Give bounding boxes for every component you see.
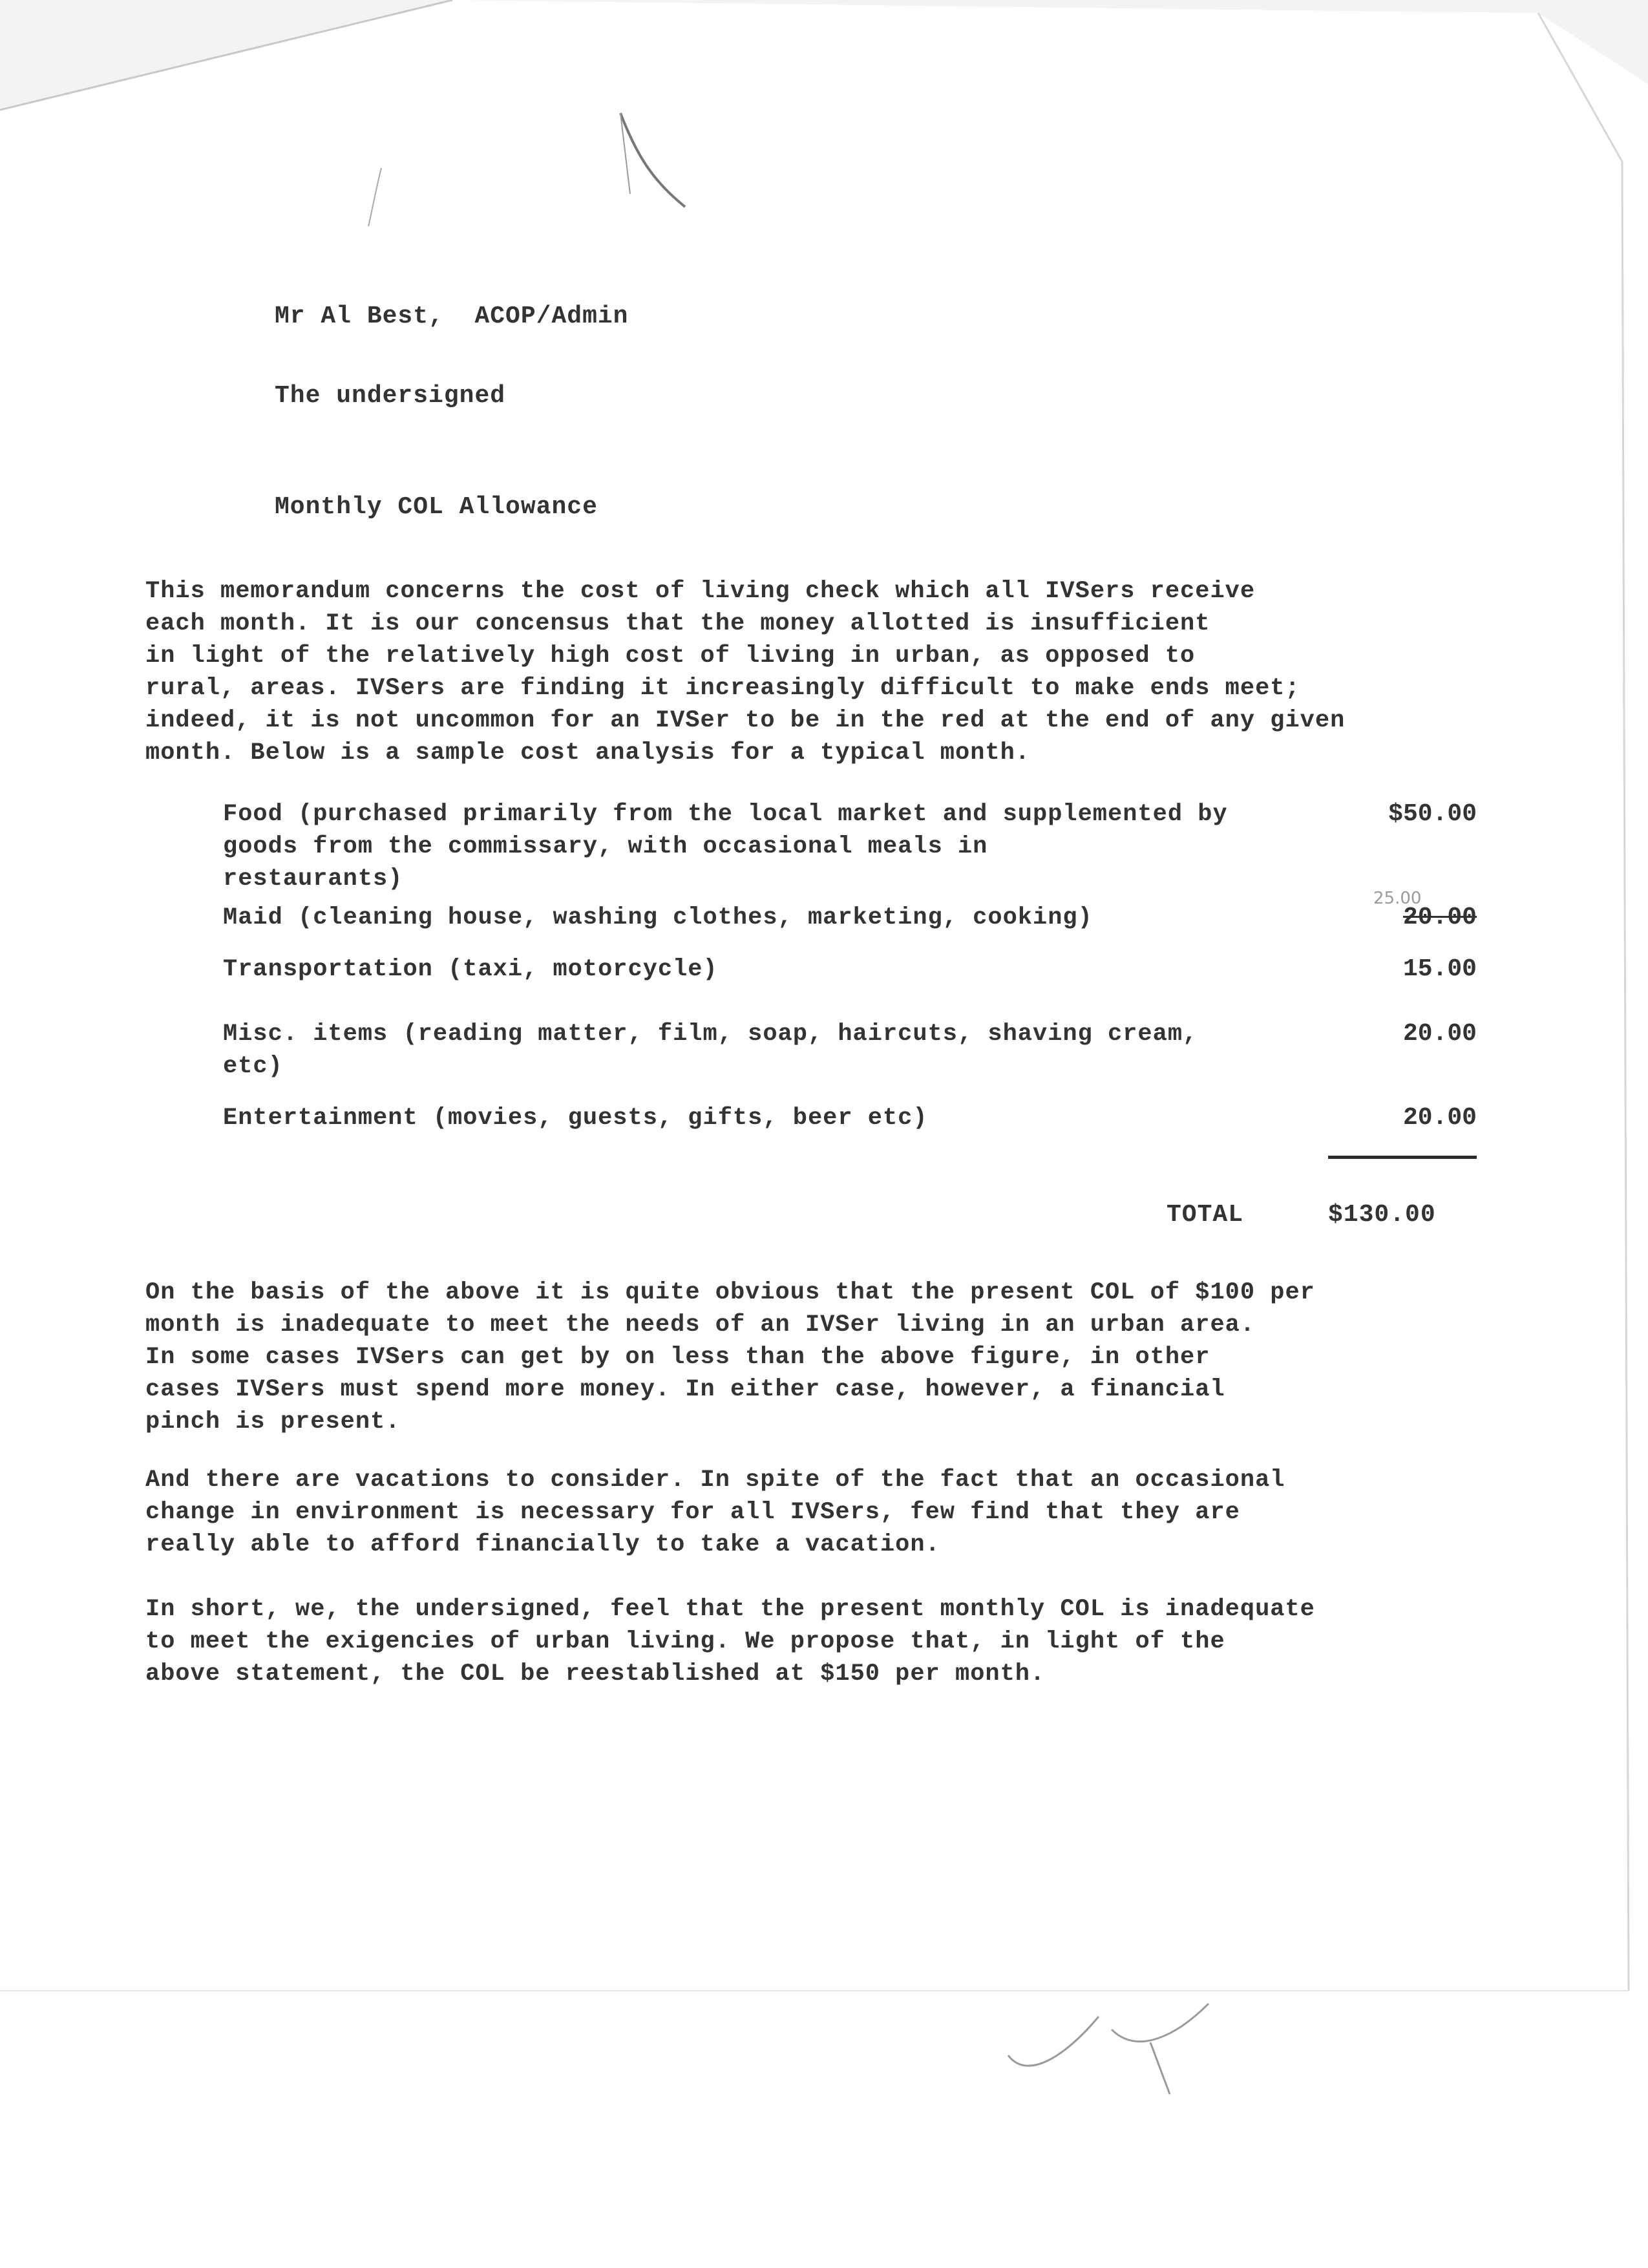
memo-to-line: Mr Al Best, ACOP/Admin xyxy=(275,302,629,330)
cost-item-amount: 20.00 xyxy=(1402,1104,1477,1132)
cost-item-label: Food (purchased primarily from the local market and supplemented by goods from the commissary, with occasional meals in restaurants) xyxy=(223,801,1228,893)
cost-item-amount: $50.00 xyxy=(1388,800,1477,828)
cost-item-amount: 15.00 xyxy=(1402,955,1477,983)
cost-item-label: Misc. items (reading matter, film, soap, haircuts, shaving cream, etc) xyxy=(223,1021,1198,1080)
paragraph-proposal: In short, we, the undersigned, feel that the present monthly COL is inadequate to meet the exigencies of urban living. We propose that, in light of the above statement, the COL be reestablished at $150 per month. xyxy=(145,1596,1315,1688)
intro-paragraph: This memorandum concerns the cost of living check which all IVSers receive each month. It is our concensus that the money allotted is insufficient in light of the relatively high cost of living in urban, as opposed to rural, areas. IVSers are finding it increasingly difficult to make ends meet; indeed, it is not uncommon for an IVSer to be in the red at the end of any given month. Below is a sample cost analysis for a typical month. xyxy=(145,578,1346,767)
cost-item-label: Transportation (taxi, motorcycle) xyxy=(223,956,718,983)
paragraph-inadequate: On the basis of the above it is quite obvious that the present COL of $100 per month is inadequate to meet the needs of an IVSer living in an urban area. In some cases IVSers can get by on less than the above figure, in other cases IVSers must spend more money. In either case, however, a financial pinch is present. xyxy=(145,1279,1315,1436)
handwritten-correction: 25.00 xyxy=(1373,889,1422,908)
cost-item-amount: 20.00 xyxy=(1402,1020,1477,1048)
cost-item-amount: 20.00 xyxy=(1402,904,1477,931)
memo-subject-line: Monthly COL Allowance xyxy=(275,493,598,521)
paragraph-vacations: And there are vacations to consider. In spite of the fact that an occasional change in environment is necessary for all IVSers, few find that they are really able to afford financially to take a vacation. xyxy=(145,1467,1285,1558)
cost-item-label: Maid (cleaning house, washing clothes, marketing, cooking) xyxy=(223,904,1093,931)
total-amount: $130.00 xyxy=(1328,1201,1436,1229)
total-label: TOTAL xyxy=(1167,1201,1244,1229)
memo-from-line: The undersigned xyxy=(275,382,506,410)
cost-item-label: Entertainment (movies, guests, gifts, beer etc) xyxy=(223,1105,928,1132)
total-underline xyxy=(1328,1156,1477,1159)
